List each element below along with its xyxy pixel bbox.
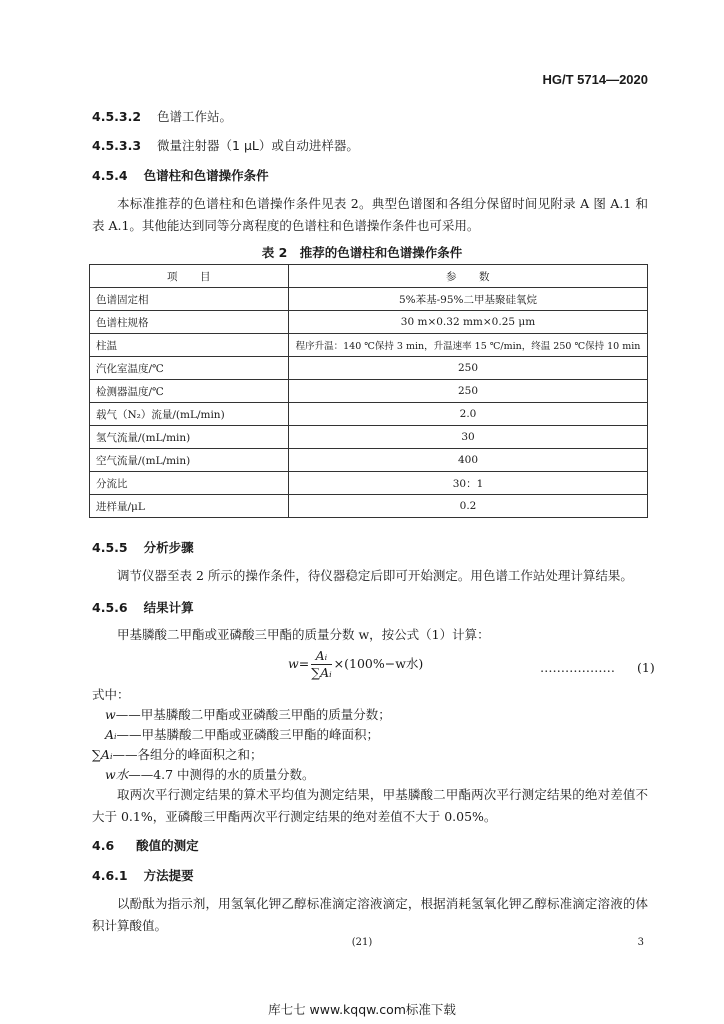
page-sequence: (21) — [351, 937, 373, 948]
formula-numerator: Aᵢ — [311, 648, 331, 665]
header-item: 项 目 — [90, 265, 289, 288]
heading-461 — [92, 866, 194, 884]
formula-denominator: ∑Aᵢ — [311, 665, 332, 680]
where-desc: ——4.7 中测得的水的质量分数。 — [128, 767, 315, 782]
heading-number: 4.6 — [92, 838, 115, 853]
heading-456 — [92, 598, 194, 616]
row-value: 400 — [289, 449, 648, 472]
row-value: 程序升温：140 ℃保持 3 min，升温速率 15 ℃/min，终温 250 ℃保持 10 min — [289, 334, 648, 357]
row-label: 氢气流量/(mL/min) — [90, 426, 289, 449]
where-symbol: Aᵢ — [105, 727, 117, 742]
where-item-w — [105, 704, 391, 726]
table-row — [90, 380, 648, 403]
heading-number: 4.6.1 — [92, 868, 128, 883]
row-label: 检测器温度/℃ — [90, 380, 289, 403]
heading-number: 4.5.5 — [92, 540, 128, 555]
table-row — [90, 334, 648, 357]
row-label: 色谱固定相 — [90, 288, 289, 311]
table-row — [90, 449, 648, 472]
heading-title: 方法提要 — [143, 868, 194, 883]
table-row — [90, 357, 648, 380]
paragraph-455: 调节仪器至表 2 所示的操作条件，待仪器稳定后即可开始测定。用色谱工作站处理计算结果。 — [117, 568, 633, 583]
table-row — [90, 495, 648, 518]
standard-code: HG/T 5714—2020 — [542, 72, 648, 87]
where-item-sum — [92, 744, 262, 766]
table-row — [90, 311, 648, 334]
row-label: 空气流量/(mL/min) — [90, 449, 289, 472]
clause-text: 色谱工作站。 — [157, 109, 233, 124]
heading-title: 分析步骤 — [143, 540, 194, 555]
formula-eq-no: (1) — [636, 660, 655, 675]
paragraph-454: 本标准推荐的色谱柱和色谱操作条件见表 2。典型色谱图和各组分保留时间见附录 A 图 A.1 和表 A.1。其他能达到同等分离程度的色谱柱和色谱操作条件也可采用。 — [92, 196, 648, 233]
formula-fraction — [311, 648, 331, 681]
clause-4532 — [92, 107, 232, 125]
formula-number — [540, 660, 655, 675]
table-row — [90, 288, 648, 311]
row-label: 进样量/μL — [90, 495, 289, 518]
table-header-row — [90, 265, 648, 288]
table-caption: 表 2 推荐的色谱柱和色谱操作条件 — [261, 245, 463, 260]
row-value: 30 — [289, 426, 648, 449]
row-value: 30：1 — [289, 472, 648, 495]
row-label: 汽化室温度/℃ — [90, 357, 289, 380]
row-value: 250 — [289, 380, 648, 403]
clause-number: 4.5.3.3 — [92, 138, 142, 153]
where-symbol: w水 — [105, 767, 129, 782]
table-row — [90, 426, 648, 449]
row-label: 柱温 — [90, 334, 289, 357]
row-value: 0.2 — [289, 495, 648, 518]
heading-454 — [92, 166, 269, 184]
heading-title: 酸值的测定 — [136, 838, 199, 853]
formula-rhs: ×(100%−w水) — [333, 656, 424, 671]
header-param: 参 数 — [289, 265, 648, 288]
where-desc: ——甲基膦酸二甲酯或亚磷酸三甲酯的峰面积； — [116, 727, 380, 742]
table-row — [90, 403, 648, 426]
where-item-water — [105, 764, 315, 786]
conditions-table — [89, 264, 648, 518]
formula-1 — [288, 648, 423, 681]
row-value: 2.0 — [289, 403, 648, 426]
heading-title: 结果计算 — [143, 600, 194, 615]
where-symbol: ∑Aᵢ — [92, 747, 113, 762]
heading-46 — [92, 836, 199, 854]
watermark-text: 库七七 www.kqqw.com标准下载 — [268, 1002, 456, 1017]
row-label: 分流比 — [90, 472, 289, 495]
row-label: 色谱柱规格 — [90, 311, 289, 334]
where-item-ai — [105, 724, 379, 746]
formula-lhs: w= — [288, 656, 310, 671]
where-desc: ——甲基膦酸二甲酯或亚磷酸三甲酯的质量分数； — [115, 707, 391, 722]
clause-number: 4.5.3.2 — [92, 109, 142, 124]
row-value: 5%苯基-95%二甲基聚硅氧烷 — [289, 288, 648, 311]
heading-number: 4.5.4 — [92, 168, 128, 183]
paragraph-result: 取两次平行测定结果的算术平均值为测定结果，甲基膦酸二甲酯两次平行测定结果的绝对差值不大于 0.1%，亚磷酸三甲酯两次平行测定结果的绝对差值不大于 0.05%。 — [92, 787, 648, 824]
clause-4533 — [92, 136, 359, 154]
paragraph-461: 以酚酞为指示剂，用氢氧化钾乙醇标准滴定溶液滴定，根据消耗氢氧化钾乙醇标准滴定溶液的体积计算酸值。 — [92, 896, 648, 933]
where-symbol: w — [105, 707, 116, 722]
table-row — [90, 472, 648, 495]
formula-dots: ……………… — [540, 660, 615, 675]
where-intro: 式中： — [92, 687, 130, 702]
where-desc: ——各组分的峰面积之和； — [112, 747, 263, 762]
heading-455 — [92, 538, 194, 556]
heading-number: 4.5.6 — [92, 600, 128, 615]
clause-text: 微量注射器（1 μL）或自动进样器。 — [157, 138, 359, 153]
page-number: 3 — [637, 937, 644, 948]
heading-title: 色谱柱和色谱操作条件 — [143, 168, 269, 183]
paragraph-456: 甲基膦酸二甲酯或亚磷酸三甲酯的质量分数 w，按公式（1）计算： — [117, 627, 490, 642]
row-label: 载气（N₂）流量/(mL/min) — [90, 403, 289, 426]
row-value: 30 m×0.32 mm×0.25 μm — [289, 311, 648, 334]
row-value: 250 — [289, 357, 648, 380]
